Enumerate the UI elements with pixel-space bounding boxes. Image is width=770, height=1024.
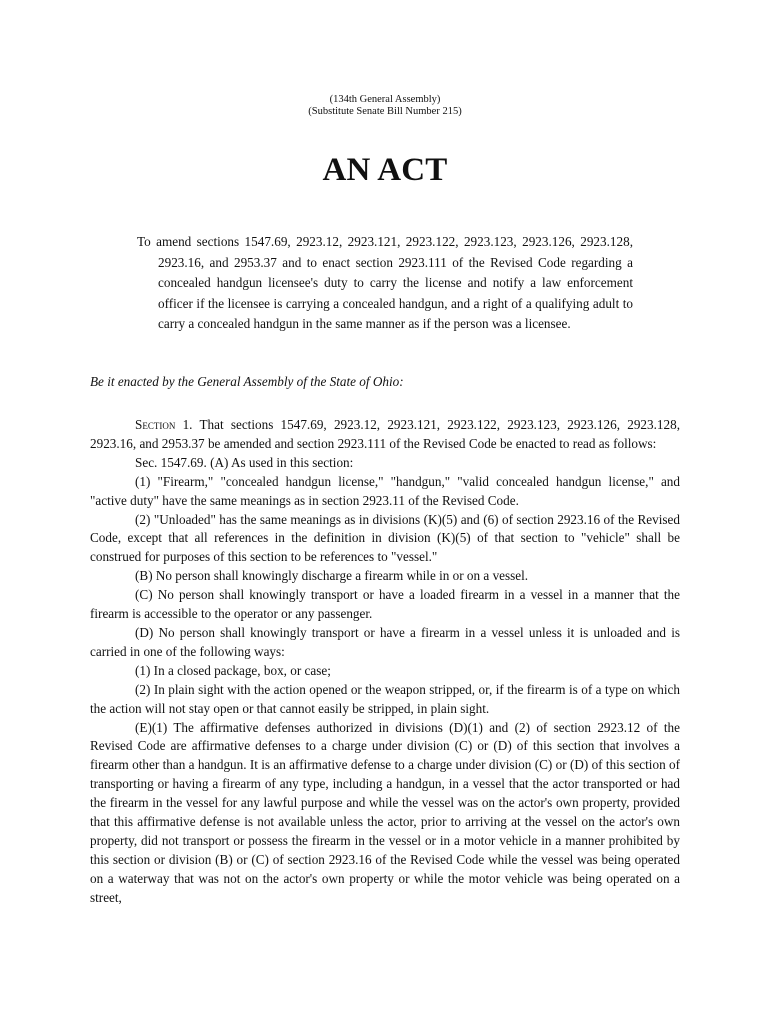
section-1-paragraph [90,416,680,454]
section-label: Section [135,417,176,432]
body-paragraph: (2) In plain sight with the action opened or the weapon stripped, or, if the firearm is of a type on which the action will not stay open or that cannot easily be stripped, in plain sight. [90,681,680,716]
act-title: AN ACT [322,152,448,188]
body-paragraph: (E)(1) The affirmative defenses authorized in divisions (D)(1) and (2) of section 2923.12 of the Revised Code are affirmative defenses to a charge under division (C) or (D) of this section that involves a firearm other than a handgun. It is an affirmative defense to a charge under division (C) or (D) of this section of transporting or having a firearm of any type, including a handgun, in a vessel that the actor transported or had the firearm in the vessel for any lawful purpose and while the vessel was on the actor's own property, provided that this affirmative defense is not available unless the actor, prior to arriving at the vessel on the actor's own property, did not transport or possess the firearm in the vessel or in a motor vehicle in a manner prohibited by this section or division (B) or (C) of section 2923.16 of the Revised Code while the vessel was being operated on a waterway that was not on the actor's own property or while the motor vehicle was being operated on a street, [90,719,680,905]
body-paragraph: (B) No person shall knowingly discharge a firearm while in or on a vessel. [135,568,529,584]
section-1-text: 1. That sections 1547.69, 2923.12, 2923.121, 2923.122, 2923.123, 2923.126, 2923.128, 2923.16, and 2953.37 be amended and section 2923.111 of the Revised Code be enacted to read as follows: [90,417,680,451]
long-title: To amend sections 1547.69, 2923.12, 2923.121, 2923.122, 2923.123, 2923.126, 2923.128, 2923.16, and 2953.37 and to enact section 2923.111 of the Revised Code regarding a concealed handgun licensee's duty to carry the license and notify a law enforcement officer if the licensee is carrying a concealed handgun, and a right of a qualifying adult to carry a concealed handgun in the same manner as if the person was a licensee. [137,234,633,332]
body-paragraph: (D) No person shall knowingly transport or have a firearm in a vessel unless it is unloaded and is carried in one of the following ways: [90,624,680,659]
enacting-clause: Be it enacted by the General Assembly of the State of Ohio: [90,374,404,389]
body-paragraph: (2) "Unloaded" has the same meanings as in divisions (K)(5) and (6) of section 2923.16 of the Revised Code, except that all references in the definition in division (K)(5) of that section to "vehicle" shall be construed for purposes of this section to be references to "vessel." [90,511,680,565]
general-assembly-line: (134th General Assembly) [329,94,441,105]
body-paragraph: Sec. 1547.69. (A) As used in this section: [135,454,354,470]
bill-header [0,94,770,118]
body-paragraph: (C) No person shall knowingly transport or have a loaded firearm in a vessel in a manner that the firearm is accessible to the operator or any passenger. [90,587,680,622]
bill-number-line: (Substitute Senate Bill Number 215) [308,106,462,117]
body-paragraph: (1) "Firearm," "concealed handgun license," "handgun," "valid concealed handgun license," and "active duty" have the same meanings as in section 2923.11 of the Revised Code. [90,473,680,508]
body-paragraph: (1) In a closed package, box, or case; [135,662,331,678]
bill-body [90,416,680,908]
